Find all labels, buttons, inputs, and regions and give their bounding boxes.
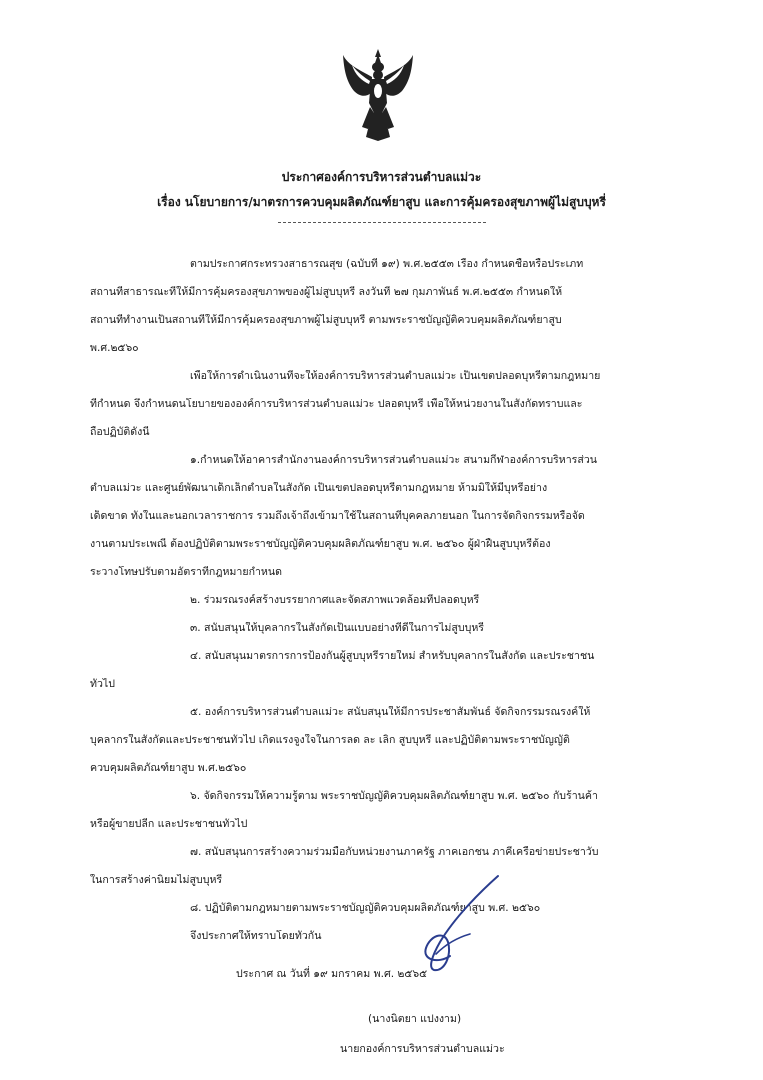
body-line: บุคลากรในสังกัดและประชาชนทั่วไป เกิดแรงจูงใจในการลด ละ เลิก สูบบุหรี่ และปฏิบัติตามพระราชบัญญัติ — [90, 734, 570, 746]
body-line: ถือปฏิบัติดังนี้ — [90, 426, 150, 438]
body-line: ระวางโทษปรับตามอัตราที่กฎหมายกำหนด — [90, 566, 283, 578]
announcement-subject: เรื่อง นโยบายการ/มาตรการควบคุมผลิตภัณฑ์ยาสูบ และการคุ้มครองสุขภาพผู้ไม่สูบบุหรี่ — [157, 195, 606, 209]
body-line: เพื่อให้การดำเนินงานที่จะให้องค์การบริหารส่วนตำบลแม่วะ เป็นเขตปลอดบุหรี่ตามกฎหมาย — [190, 370, 601, 382]
body-line: ตำบลแม่วะ และศูนย์พัฒนาเด็กเล็กตำบลในสังกัด เป็นเขตปลอดบุหรี่ตามกฎหมาย ห้ามมิให้มีบุหรี่อย่าง — [90, 482, 548, 494]
body-line: หรือผู้ขายปลีก และประชาชนทั่วไป — [90, 818, 248, 830]
body-line: งานตามประเพณี ต้องปฏิบัติตามพระราชบัญญัติควบคุมผลิตภัณฑ์ยาสูบ พ.ศ. ๒๕๖๐ ผู้ฝ่าฝืนสูบบุหรี่ต้อง — [90, 538, 551, 550]
title-divider — [278, 222, 486, 223]
announcement-title: ประกาศองค์การบริหารส่วนตำบลแม่วะ — [281, 170, 482, 184]
signer-position: นายกองค์การบริหารส่วนตำบลแม่วะ — [340, 1043, 505, 1055]
handwritten-signature-icon — [400, 872, 510, 972]
body-line: ทั่วไป — [90, 678, 115, 690]
garuda-emblem-icon — [340, 47, 416, 143]
body-line: ในการสร้างค่านิยมไม่สูบบุหรี่ — [90, 874, 223, 886]
policy-item-8: ๘. ปฏิบัติตามกฎหมายตามพระราชบัญญัติควบคุมผลิตภัณฑ์ยาสูบ พ.ศ. ๒๕๖๐ — [190, 902, 541, 914]
body-line: สถานที่ทำงานเป็นสถานที่ให้มีการคุ้มครองสุขภาพผู้ไม่สูบบุหรี่ ตามพระราชบัญญัติควบคุมผลิตภัณฑ์ยาสูบ — [90, 314, 562, 326]
body-line: ตามประกาศกระทรวงสาธารณสุข (ฉบับที่ ๑๙) พ.ศ.๒๕๕๓ เรื่อง กำหนดชื่อหรือประเภท — [190, 258, 584, 270]
policy-item-7: ๗. สนับสนุนการสร้างความร่วมมือกับหน่วยงานภาครัฐ ภาคเอกชน ภาคีเครือข่ายประชาวับ — [190, 846, 599, 858]
policy-item-1: ๑.กำหนดให้อาคารสำนักงานองค์การบริหารส่วนตำบลแม่วะ สนามกีฬาองค์การบริหารส่วน — [190, 454, 598, 466]
policy-item-3: ๓. สนับสนุนให้บุคลากรในสังกัดเป็นแบบอย่างที่ดีในการไม่สูบบุหรี่ — [190, 622, 485, 634]
closing-line: จึงประกาศให้ทราบโดยทั่วกัน — [190, 930, 322, 942]
policy-item-6: ๖. จัดกิจกรรมให้ความรู้ตาม พระราชบัญญัติควบคุมผลิตภัณฑ์ยาสูบ พ.ศ. ๒๕๖๐ กับร้านค้า — [190, 790, 598, 802]
body-line: เด็ดขาด ทั้งในและนอกเวลาราชการ รวมถึงเจ้าถึงเข้ามาใช้ในสถานที่บุคคลภายนอก ในการจัดกิจกรรมหรือจัด — [90, 510, 585, 522]
announcement-date: ประกาศ ณ วันที่ ๑๙ มกราคม พ.ศ. ๒๕๖๕ — [236, 968, 428, 980]
body-line: พ.ศ.๒๕๖๐ — [90, 342, 139, 354]
policy-item-4: ๔. สนับสนุนมาตรการการป้องกันผู้สูบบุหรี่รายใหม่ สำหรับบุคลากรในสังกัด และประชาชน — [190, 650, 595, 662]
body-line: ควบคุมผลิตภัณฑ์ยาสูบ พ.ศ.๒๕๖๐ — [90, 762, 247, 774]
signer-name: (นางนิตยา แปงงาม) — [368, 1013, 462, 1025]
policy-item-2: ๒. ร่วมรณรงค์สร้างบรรยากาศและจัดสภาพแวดล้อมที่ปลอดบุหรี่ — [190, 594, 480, 606]
body-line: ที่กำหนด จึงกำหนดนโยบายขององค์การบริหารส่วนตำบลแม่วะ ปลอดบุหรี่ เพื่อให้หน่วยงานในสังกัดทราบและ — [90, 398, 583, 410]
body-line: สถานที่สาธารณะที่ให้มีการคุ้มครองสุขภาพของผู้ไม่สูบบุหรี่ ลงวันที่ ๒๗ กุมภาพันธ์ พ.ศ.๒๕๕๓ กำหนดให้ — [90, 286, 563, 298]
policy-item-5: ๕. องค์การบริหารส่วนตำบลแม่วะ สนับสนุนให้มีการประชาสัมพันธ์ จัดกิจกรรมรณรงค์ให้ — [190, 706, 591, 718]
